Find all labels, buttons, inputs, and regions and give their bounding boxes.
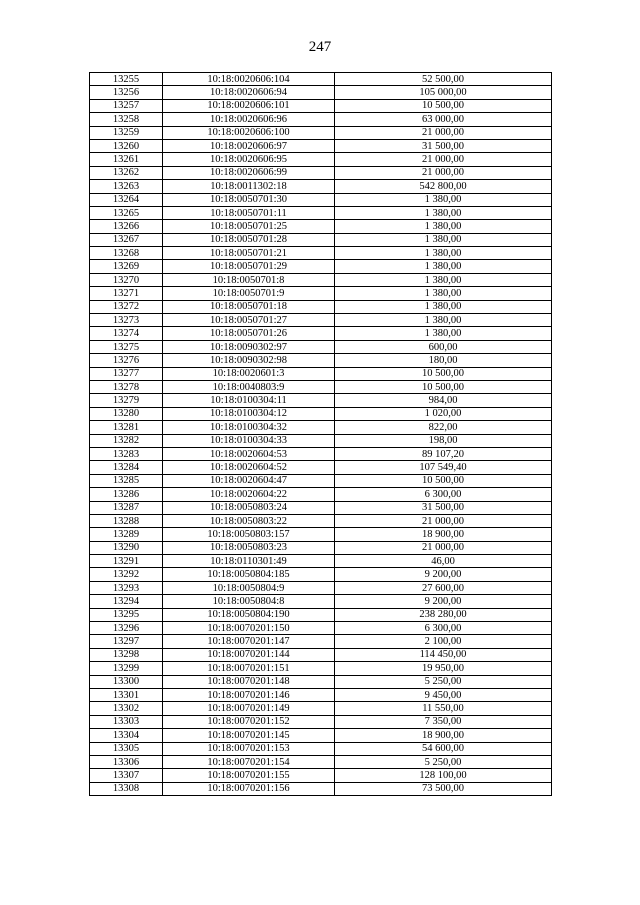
row-number-cell: 13262 xyxy=(90,166,163,179)
cadastral-number-cell: 10:18:0050803:24 xyxy=(163,501,335,514)
row-number-cell: 13273 xyxy=(90,314,163,327)
row-number-cell: 13274 xyxy=(90,327,163,340)
cadastral-number-cell: 10:18:0020601:3 xyxy=(163,367,335,380)
value-cell: 542 800,00 xyxy=(335,180,552,193)
row-number-cell: 13299 xyxy=(90,662,163,675)
value-cell: 1 020,00 xyxy=(335,407,552,420)
row-number-cell: 13256 xyxy=(90,86,163,99)
row-number-cell: 13263 xyxy=(90,180,163,193)
cadastral-number-cell: 10:18:0020606:100 xyxy=(163,126,335,139)
table-row xyxy=(90,608,552,621)
value-cell: 5 250,00 xyxy=(335,675,552,688)
value-cell: 1 380,00 xyxy=(335,220,552,233)
table-row xyxy=(90,635,552,648)
table-row xyxy=(90,769,552,782)
value-cell: 31 500,00 xyxy=(335,501,552,514)
row-number-cell: 13303 xyxy=(90,715,163,728)
table-row xyxy=(90,488,552,501)
table-row xyxy=(90,139,552,152)
table-row xyxy=(90,367,552,380)
table-row xyxy=(90,581,552,594)
row-number-cell: 13268 xyxy=(90,247,163,260)
cadastral-number-cell: 10:18:0100304:11 xyxy=(163,394,335,407)
cadastral-number-cell: 10:18:0070201:155 xyxy=(163,769,335,782)
row-number-cell: 13290 xyxy=(90,541,163,554)
table-row xyxy=(90,233,552,246)
row-number-cell: 13287 xyxy=(90,501,163,514)
value-cell: 63 000,00 xyxy=(335,113,552,126)
cadastral-number-cell: 10:18:0090302:98 xyxy=(163,354,335,367)
value-cell: 18 900,00 xyxy=(335,528,552,541)
table-row xyxy=(90,380,552,393)
table-row xyxy=(90,287,552,300)
row-number-cell: 13269 xyxy=(90,260,163,273)
value-cell: 19 950,00 xyxy=(335,662,552,675)
cadastral-number-cell: 10:18:0050804:190 xyxy=(163,608,335,621)
table-row xyxy=(90,648,552,661)
cadastral-number-cell: 10:18:0050701:29 xyxy=(163,260,335,273)
value-cell: 21 000,00 xyxy=(335,153,552,166)
table-row xyxy=(90,126,552,139)
table-row xyxy=(90,206,552,219)
value-cell: 21 000,00 xyxy=(335,514,552,527)
value-cell: 1 380,00 xyxy=(335,206,552,219)
cadastral-number-cell: 10:18:0020604:52 xyxy=(163,461,335,474)
value-cell: 1 380,00 xyxy=(335,314,552,327)
value-cell: 27 600,00 xyxy=(335,581,552,594)
value-cell: 1 380,00 xyxy=(335,260,552,273)
table-row xyxy=(90,434,552,447)
row-number-cell: 13294 xyxy=(90,595,163,608)
cadastral-number-cell: 10:18:0050701:11 xyxy=(163,206,335,219)
value-cell: 198,00 xyxy=(335,434,552,447)
table-row xyxy=(90,688,552,701)
table-row xyxy=(90,755,552,768)
table-row xyxy=(90,300,552,313)
table-row xyxy=(90,113,552,126)
value-cell: 105 000,00 xyxy=(335,86,552,99)
cadastral-number-cell: 10:18:0050804:9 xyxy=(163,581,335,594)
value-cell: 10 500,00 xyxy=(335,474,552,487)
cadastral-number-cell: 10:18:0070201:149 xyxy=(163,702,335,715)
row-number-cell: 13280 xyxy=(90,407,163,420)
value-cell: 9 200,00 xyxy=(335,568,552,581)
value-cell: 238 280,00 xyxy=(335,608,552,621)
value-cell: 52 500,00 xyxy=(335,73,552,86)
value-cell: 7 350,00 xyxy=(335,715,552,728)
cadastral-number-cell: 10:18:0070201:148 xyxy=(163,675,335,688)
cadastral-number-cell: 10:18:0050701:28 xyxy=(163,233,335,246)
table-row xyxy=(90,675,552,688)
row-number-cell: 13277 xyxy=(90,367,163,380)
cadastral-number-cell: 10:18:0100304:33 xyxy=(163,434,335,447)
row-number-cell: 13293 xyxy=(90,581,163,594)
value-cell: 600,00 xyxy=(335,340,552,353)
row-number-cell: 13260 xyxy=(90,139,163,152)
table-row xyxy=(90,314,552,327)
row-number-cell: 13261 xyxy=(90,153,163,166)
row-number-cell: 13284 xyxy=(90,461,163,474)
table-row xyxy=(90,702,552,715)
table-row xyxy=(90,166,552,179)
table-row xyxy=(90,595,552,608)
table-row xyxy=(90,73,552,86)
cadastral-number-cell: 10:18:0050701:9 xyxy=(163,287,335,300)
table-row xyxy=(90,555,552,568)
value-cell: 1 380,00 xyxy=(335,287,552,300)
row-number-cell: 13285 xyxy=(90,474,163,487)
cadastral-number-cell: 10:18:0070201:146 xyxy=(163,688,335,701)
value-cell: 10 500,00 xyxy=(335,367,552,380)
cadastral-number-cell: 10:18:0020606:95 xyxy=(163,153,335,166)
cadastral-number-cell: 10:18:0040803:9 xyxy=(163,380,335,393)
value-cell: 1 380,00 xyxy=(335,273,552,286)
table-row xyxy=(90,474,552,487)
table-row xyxy=(90,340,552,353)
cadastral-number-cell: 10:18:0070201:156 xyxy=(163,782,335,795)
value-cell: 1 380,00 xyxy=(335,300,552,313)
table-row xyxy=(90,514,552,527)
value-cell: 54 600,00 xyxy=(335,742,552,755)
table-row xyxy=(90,782,552,795)
cadastral-number-cell: 10:18:0050701:18 xyxy=(163,300,335,313)
row-number-cell: 13306 xyxy=(90,755,163,768)
table-row xyxy=(90,715,552,728)
cadastral-number-cell: 10:18:0050804:185 xyxy=(163,568,335,581)
cadastral-number-cell: 10:18:0100304:12 xyxy=(163,407,335,420)
row-number-cell: 13297 xyxy=(90,635,163,648)
cadastral-number-cell: 10:18:0020606:96 xyxy=(163,113,335,126)
value-cell: 822,00 xyxy=(335,421,552,434)
cadastral-number-cell: 10:18:0070201:144 xyxy=(163,648,335,661)
value-cell: 11 550,00 xyxy=(335,702,552,715)
table-row xyxy=(90,662,552,675)
cadastral-number-cell: 10:18:0050803:23 xyxy=(163,541,335,554)
cadastral-number-cell: 10:18:0020606:101 xyxy=(163,99,335,112)
value-cell: 21 000,00 xyxy=(335,166,552,179)
row-number-cell: 13258 xyxy=(90,113,163,126)
table-row xyxy=(90,327,552,340)
row-number-cell: 13302 xyxy=(90,702,163,715)
row-number-cell: 13270 xyxy=(90,273,163,286)
table-row xyxy=(90,247,552,260)
row-number-cell: 13282 xyxy=(90,434,163,447)
value-cell: 6 300,00 xyxy=(335,622,552,635)
table-row xyxy=(90,260,552,273)
value-cell: 18 900,00 xyxy=(335,729,552,742)
row-number-cell: 13286 xyxy=(90,488,163,501)
cadastral-number-cell: 10:18:0070201:151 xyxy=(163,662,335,675)
row-number-cell: 13308 xyxy=(90,782,163,795)
cadastral-number-cell: 10:18:0011302:18 xyxy=(163,180,335,193)
cadastral-number-cell: 10:18:0070201:152 xyxy=(163,715,335,728)
row-number-cell: 13275 xyxy=(90,340,163,353)
table-row xyxy=(90,407,552,420)
cadastral-number-cell: 10:18:0110301:49 xyxy=(163,555,335,568)
row-number-cell: 13272 xyxy=(90,300,163,313)
value-cell: 31 500,00 xyxy=(335,139,552,152)
row-number-cell: 13276 xyxy=(90,354,163,367)
value-cell: 984,00 xyxy=(335,394,552,407)
table-row xyxy=(90,354,552,367)
row-number-cell: 13267 xyxy=(90,233,163,246)
cadastral-number-cell: 10:18:0020604:47 xyxy=(163,474,335,487)
table-row xyxy=(90,622,552,635)
value-cell: 1 380,00 xyxy=(335,327,552,340)
table-row xyxy=(90,541,552,554)
cadastral-number-cell: 10:18:0020604:22 xyxy=(163,488,335,501)
cadastral-number-cell: 10:18:0050804:8 xyxy=(163,595,335,608)
table-row xyxy=(90,273,552,286)
table-row xyxy=(90,180,552,193)
table-row xyxy=(90,86,552,99)
cadastral-number-cell: 10:18:0070201:154 xyxy=(163,755,335,768)
table-row xyxy=(90,729,552,742)
cadastral-number-cell: 10:18:0070201:147 xyxy=(163,635,335,648)
value-cell: 114 450,00 xyxy=(335,648,552,661)
table-body xyxy=(90,73,552,796)
table-row xyxy=(90,220,552,233)
table-row xyxy=(90,447,552,460)
value-cell: 73 500,00 xyxy=(335,782,552,795)
cadastral-number-cell: 10:18:0070201:150 xyxy=(163,622,335,635)
cadastral-number-cell: 10:18:0070201:153 xyxy=(163,742,335,755)
row-number-cell: 13278 xyxy=(90,380,163,393)
row-number-cell: 13304 xyxy=(90,729,163,742)
row-number-cell: 13257 xyxy=(90,99,163,112)
cadastral-number-cell: 10:18:0050701:30 xyxy=(163,193,335,206)
value-cell: 10 500,00 xyxy=(335,99,552,112)
table-row xyxy=(90,394,552,407)
cadastral-number-cell: 10:18:0020606:97 xyxy=(163,139,335,152)
cadastral-number-cell: 10:18:0020606:104 xyxy=(163,73,335,86)
row-number-cell: 13289 xyxy=(90,528,163,541)
row-number-cell: 13265 xyxy=(90,206,163,219)
table-row xyxy=(90,501,552,514)
cadastral-value-table xyxy=(89,72,552,796)
cadastral-number-cell: 10:18:0050701:21 xyxy=(163,247,335,260)
value-cell: 5 250,00 xyxy=(335,755,552,768)
row-number-cell: 13266 xyxy=(90,220,163,233)
row-number-cell: 13283 xyxy=(90,447,163,460)
row-number-cell: 13298 xyxy=(90,648,163,661)
row-number-cell: 13271 xyxy=(90,287,163,300)
page-number: 247 xyxy=(308,39,332,55)
value-cell: 9 200,00 xyxy=(335,595,552,608)
cadastral-number-cell: 10:18:0050803:157 xyxy=(163,528,335,541)
cadastral-number-cell: 10:18:0050701:27 xyxy=(163,314,335,327)
table-row xyxy=(90,421,552,434)
value-cell: 1 380,00 xyxy=(335,247,552,260)
cadastral-number-cell: 10:18:0070201:145 xyxy=(163,729,335,742)
table-row xyxy=(90,742,552,755)
row-number-cell: 13288 xyxy=(90,514,163,527)
row-number-cell: 13292 xyxy=(90,568,163,581)
cadastral-number-cell: 10:18:0020606:99 xyxy=(163,166,335,179)
value-cell: 21 000,00 xyxy=(335,541,552,554)
cadastral-number-cell: 10:18:0090302:97 xyxy=(163,340,335,353)
value-cell: 10 500,00 xyxy=(335,380,552,393)
table-row xyxy=(90,99,552,112)
table-row xyxy=(90,568,552,581)
value-cell: 180,00 xyxy=(335,354,552,367)
value-cell: 1 380,00 xyxy=(335,233,552,246)
value-cell: 1 380,00 xyxy=(335,193,552,206)
table-row xyxy=(90,153,552,166)
table-row xyxy=(90,528,552,541)
row-number-cell: 13281 xyxy=(90,421,163,434)
row-number-cell: 13255 xyxy=(90,73,163,86)
value-cell: 107 549,40 xyxy=(335,461,552,474)
value-cell: 6 300,00 xyxy=(335,488,552,501)
cadastral-number-cell: 10:18:0050803:22 xyxy=(163,514,335,527)
row-number-cell: 13264 xyxy=(90,193,163,206)
row-number-cell: 13307 xyxy=(90,769,163,782)
table-row xyxy=(90,461,552,474)
value-cell: 9 450,00 xyxy=(335,688,552,701)
value-cell: 128 100,00 xyxy=(335,769,552,782)
row-number-cell: 13295 xyxy=(90,608,163,621)
row-number-cell: 13300 xyxy=(90,675,163,688)
row-number-cell: 13296 xyxy=(90,622,163,635)
cadastral-number-cell: 10:18:0050701:26 xyxy=(163,327,335,340)
value-cell: 89 107,20 xyxy=(335,447,552,460)
row-number-cell: 13259 xyxy=(90,126,163,139)
cadastral-number-cell: 10:18:0100304:32 xyxy=(163,421,335,434)
cadastral-number-cell: 10:18:0020606:94 xyxy=(163,86,335,99)
table-row xyxy=(90,193,552,206)
cadastral-number-cell: 10:18:0020604:53 xyxy=(163,447,335,460)
row-number-cell: 13305 xyxy=(90,742,163,755)
row-number-cell: 13301 xyxy=(90,688,163,701)
value-cell: 21 000,00 xyxy=(335,126,552,139)
row-number-cell: 13291 xyxy=(90,555,163,568)
cadastral-number-cell: 10:18:0050701:8 xyxy=(163,273,335,286)
value-cell: 46,00 xyxy=(335,555,552,568)
row-number-cell: 13279 xyxy=(90,394,163,407)
cadastral-number-cell: 10:18:0050701:25 xyxy=(163,220,335,233)
value-cell: 2 100,00 xyxy=(335,635,552,648)
